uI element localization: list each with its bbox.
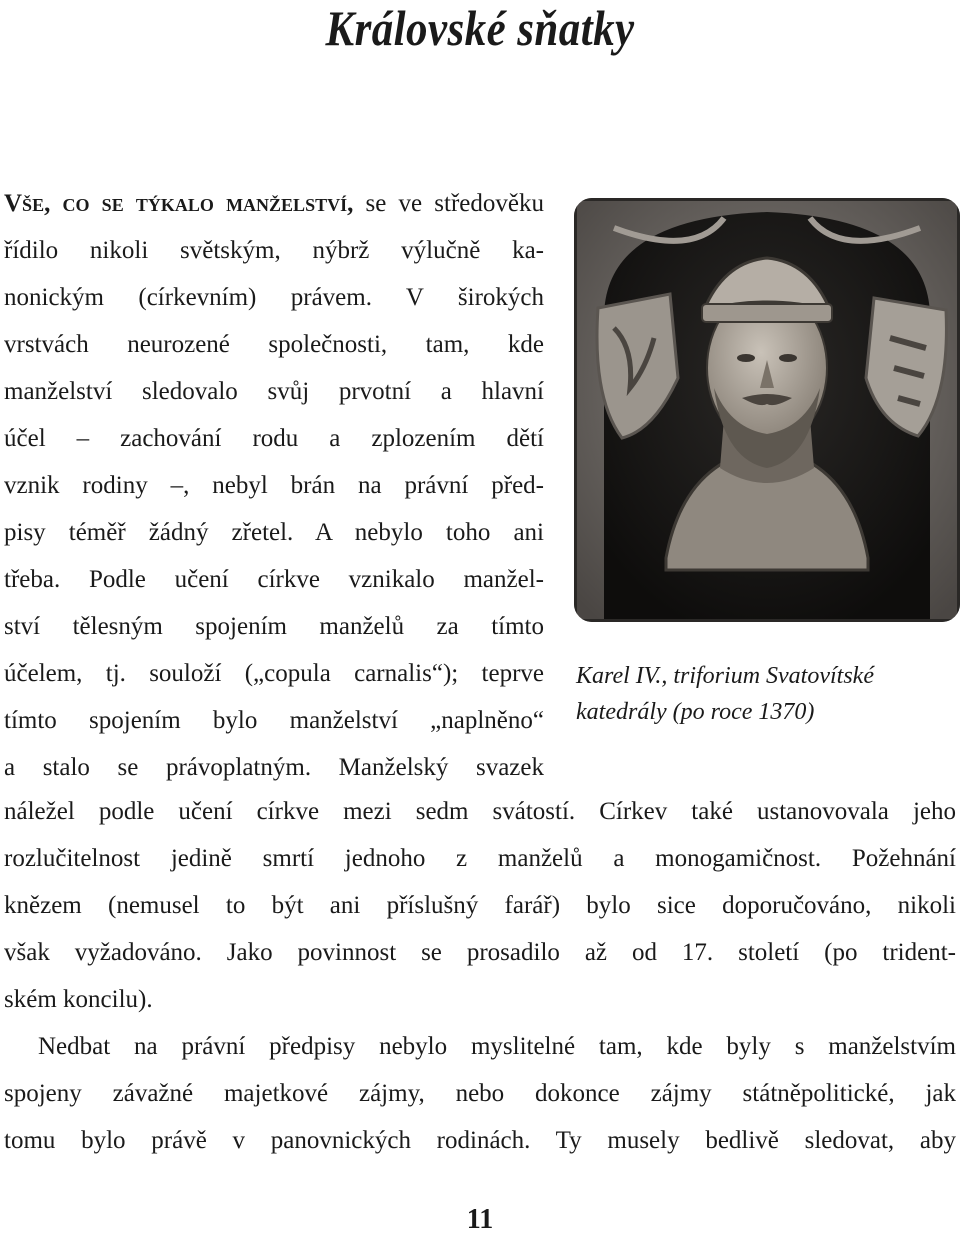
text-line: rozlučitelnost jedině smrtí jednoho z manželů a monogamičnost. Požehnání: [4, 845, 956, 872]
text-line: knězem (nemusel to být ani příslušný farář) bylo sice doporučováno, nikoli: [4, 892, 956, 919]
text-line: vrstvách neurozené společnosti, tam, kde: [4, 331, 544, 358]
bust-photo: [574, 198, 960, 622]
text-line: ském koncilu).: [4, 986, 153, 1013]
caption-line: Karel IV., triforium Svatovítské: [576, 663, 874, 689]
text-line: třeba. Podle učení církve vznikalo manžel-: [4, 566, 544, 593]
text-line: ství tělesným spojením manželů za tímto: [4, 613, 544, 640]
text-line: nonickým (církevním) právem. V širokých: [4, 284, 544, 311]
text-line: náležel podle učení církve mezi sedm svátostí. Církev také ustanovovala jeho: [4, 798, 956, 825]
text-line: Vše, co se týkalo manželství, se ve středověku: [4, 190, 544, 217]
text-line: vznik rodiny –, nebyl brán na právní před-: [4, 472, 544, 499]
second-paragraph: [4, 1023, 956, 1164]
body-text-full-width: [4, 788, 956, 1164]
karel-iv-bust-illustration: [574, 198, 960, 622]
figure-caption: [576, 658, 960, 730]
text-line: účel – zachování rodu a zplozením dětí: [4, 425, 544, 452]
text-line: pisy téměř žádný zřetel. A nebylo toho ani: [4, 519, 544, 546]
first-paragraph-column: [4, 180, 544, 791]
text-line: spojeny závažné majetkové zájmy, nebo dokonce zájmy státněpolitické, jak: [4, 1080, 956, 1107]
page-number: 11: [466, 1204, 494, 1235]
text-line: a stalo se právoplatným. Manželský svazek: [4, 754, 544, 781]
text-line: manželství sledovalo svůj prvotní a hlavní: [4, 378, 544, 405]
text-line: však vyžadováno. Jako povinnost se prosadilo až od 17. století (po trident-: [4, 939, 956, 966]
text-line: tomu bylo právě v panovnických rodinách. Ty musely bedlivě sledovat, aby: [4, 1127, 956, 1154]
page-title: Královské sňatky: [325, 0, 635, 56]
caption-line: katedrály (po roce 1370): [576, 699, 815, 725]
text-line: tímto spojením bylo manželství „naplněno“: [4, 707, 544, 734]
text-line: účelem, tj. souloží („copula carnalis“); teprve: [4, 660, 544, 687]
text-line: řídilo nikoli světským, nýbrž výlučně ka-: [4, 237, 544, 264]
text-line: Nedbat na právní předpisy nebylo myslitelné tam, kde byly s manželstvím: [38, 1033, 956, 1060]
lead-in-small-caps: Vše, co se týkalo manželství,: [4, 190, 354, 217]
